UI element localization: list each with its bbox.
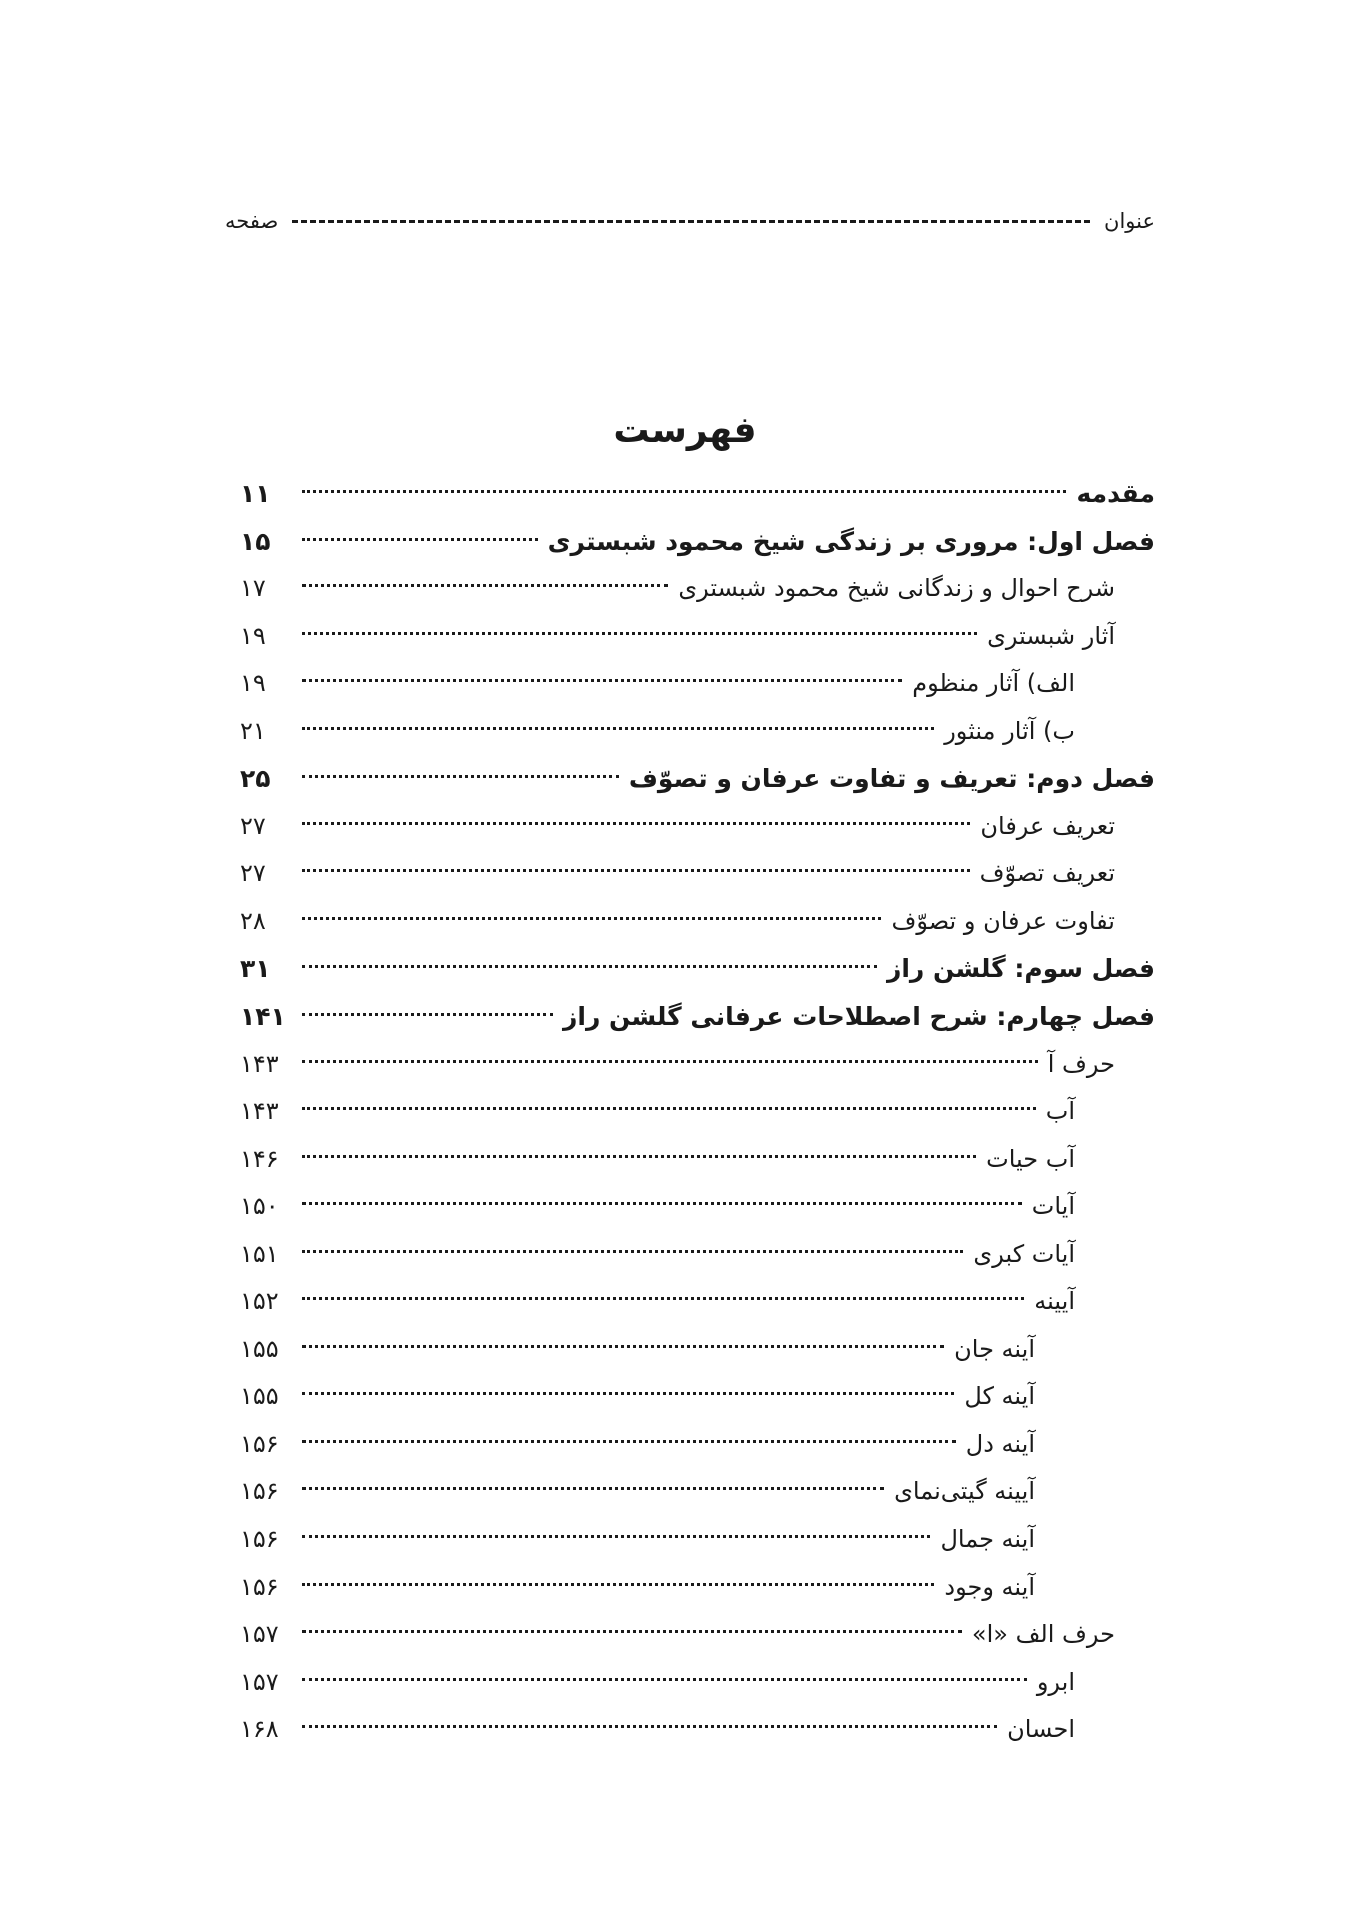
dot-leader xyxy=(302,822,970,825)
toc-entry-page-number: ۱۵۵ xyxy=(240,1382,279,1411)
toc-entry-page-number: ۱۵۲ xyxy=(240,1287,279,1316)
toc-entry xyxy=(240,1659,1155,1707)
toc-entry-title: آیینه گیتی‌نمای xyxy=(894,1477,1035,1506)
toc-entry xyxy=(240,1231,1155,1279)
toc-entry-page-number: ۱۹ xyxy=(240,669,266,698)
toc-entry-page-number: ۱۴۶ xyxy=(240,1144,279,1173)
toc-entry-page-number: ۱۵۶ xyxy=(240,1429,279,1458)
toc-entry xyxy=(240,1421,1155,1469)
toc-entry-title: آیات xyxy=(1031,1192,1075,1221)
dot-leader xyxy=(302,1060,1038,1063)
running-header xyxy=(225,204,1155,238)
toc-entry xyxy=(240,708,1155,756)
dot-leader xyxy=(302,1535,930,1538)
dot-leader xyxy=(302,1202,1022,1205)
toc-entry xyxy=(240,1516,1155,1564)
toc-entry-title: آینه وجود xyxy=(944,1572,1035,1601)
toc-entry-page-number: ۱۶۸ xyxy=(240,1715,279,1744)
toc-entry xyxy=(240,613,1155,661)
toc-entry xyxy=(240,850,1155,898)
dot-leader xyxy=(302,632,977,635)
toc-entry xyxy=(240,898,1155,946)
toc-entry-page-number: ۱۴۳ xyxy=(240,1097,279,1126)
toc-entry xyxy=(240,1041,1155,1089)
toc-entry-page-number: ۱۴۱ xyxy=(240,1002,286,1032)
toc-entry xyxy=(240,755,1155,803)
toc-entry xyxy=(240,470,1155,518)
toc-entry xyxy=(240,1373,1155,1421)
header-title-label: عنوان xyxy=(1104,209,1155,233)
dot-leader xyxy=(302,775,619,778)
toc-entry-page-number: ۱۵۷ xyxy=(240,1667,279,1696)
toc-entry xyxy=(240,1564,1155,1612)
dot-leader xyxy=(302,1487,884,1490)
dot-leader xyxy=(302,1392,954,1395)
toc-entry-title: فصل اول: مروری بر زندگی شیخ محمود شبستری xyxy=(547,526,1155,556)
toc-entry-page-number: ۱۵۵ xyxy=(240,1334,279,1363)
dot-leader xyxy=(302,869,970,872)
toc-entry-page-number: ۲۷ xyxy=(240,811,266,840)
toc-entry xyxy=(240,1088,1155,1136)
dot-leader xyxy=(302,1250,963,1253)
dot-leader xyxy=(302,538,538,541)
toc-entry-title: آینه کل xyxy=(964,1382,1035,1411)
dot-leader xyxy=(302,1630,962,1633)
dot-leader xyxy=(302,917,881,920)
toc-entry-title: تفاوت عرفان و تصوّف xyxy=(891,906,1115,935)
dot-leader xyxy=(302,679,902,682)
toc-entry-title: تعریف تصوّف xyxy=(979,859,1115,888)
toc-entry-title: فصل چهارم: شرح اصطلاحات عرفانی گلشن راز xyxy=(562,1002,1155,1032)
toc-entry-title: حرف آ xyxy=(1047,1049,1115,1078)
toc-entry-page-number: ۱۹ xyxy=(240,621,266,650)
dot-leader xyxy=(302,1155,976,1158)
dot-leader xyxy=(302,965,877,968)
toc-entry-title: آب حیات xyxy=(986,1144,1075,1173)
toc-entry xyxy=(240,1468,1155,1516)
toc-title: فهرست xyxy=(613,410,757,451)
toc-entry xyxy=(240,1183,1155,1231)
header-page-label: صفحه xyxy=(225,209,279,233)
dot-leader xyxy=(302,1440,956,1443)
toc-entry-page-number: ۳۱ xyxy=(240,954,271,984)
dot-leader xyxy=(302,1583,934,1586)
toc-entry-title: آینه جان xyxy=(954,1334,1035,1363)
toc-entry-page-number: ۱۵ xyxy=(240,526,271,556)
toc-entry xyxy=(240,660,1155,708)
dot-leader xyxy=(302,584,668,587)
dot-leader xyxy=(302,1725,997,1728)
toc-entry-title: ابرو xyxy=(1036,1667,1075,1696)
toc-entry-title: احسان xyxy=(1007,1715,1075,1744)
toc-entry-title: مقدمه xyxy=(1076,479,1155,508)
toc-entry-page-number: ۲۱ xyxy=(240,716,266,745)
toc-entry-title: شرح احوال و زندگانی شیخ محمود شبستری xyxy=(678,574,1115,603)
dot-leader xyxy=(302,1678,1027,1681)
toc-entry xyxy=(240,1611,1155,1659)
toc-entry-page-number: ۱۵۶ xyxy=(240,1572,279,1601)
toc-entry-page-number: ۱۵۶ xyxy=(240,1477,279,1506)
toc-entry-page-number: ۱۵۰ xyxy=(240,1192,279,1221)
toc-entry-title: آیینه xyxy=(1034,1287,1075,1316)
header-dash-line xyxy=(292,220,1090,223)
toc-entry xyxy=(240,1326,1155,1374)
toc-entry-title: آیات کبری xyxy=(973,1239,1075,1268)
toc-entry-page-number: ۱۵۱ xyxy=(240,1239,279,1268)
dot-leader xyxy=(302,1013,553,1016)
toc-entry-page-number: ۲۷ xyxy=(240,859,266,888)
toc-entry-page-number: ۲۸ xyxy=(240,906,266,935)
toc-entry-title: تعریف عرفان xyxy=(980,811,1115,840)
toc-entry xyxy=(240,1136,1155,1184)
toc-entry-page-number: ۱۷ xyxy=(240,574,266,603)
toc-entry-page-number: ۱۱ xyxy=(240,479,271,508)
dot-leader xyxy=(302,1297,1024,1300)
dot-leader xyxy=(302,490,1066,493)
toc-entry xyxy=(240,565,1155,613)
toc-entry-title: الف) آثار منظوم xyxy=(912,669,1075,698)
toc-entry xyxy=(240,1706,1155,1754)
dot-leader xyxy=(302,1345,944,1348)
toc-list xyxy=(240,470,1155,1754)
toc-entry-page-number: ۱۴۳ xyxy=(240,1049,279,1078)
toc-entry-title: آب xyxy=(1045,1097,1075,1126)
toc-entry-page-number: ۲۵ xyxy=(240,764,271,794)
toc-entry-title: حرف الف «ا» xyxy=(971,1620,1115,1649)
toc-entry-title: ب) آثار منثور xyxy=(944,716,1075,745)
dot-leader xyxy=(302,1107,1036,1110)
toc-entry-title: فصل دوم: تعریف و تفاوت عرفان و تصوّف xyxy=(628,764,1155,794)
toc-entry-title: فصل سوم: گلشن راز xyxy=(886,954,1155,984)
toc-entry xyxy=(240,803,1155,851)
toc-entry xyxy=(240,1278,1155,1326)
toc-entry xyxy=(240,518,1155,566)
toc-entry-page-number: ۱۵۷ xyxy=(240,1620,279,1649)
dot-leader xyxy=(302,727,934,730)
toc-entry-title: آینه جمال xyxy=(940,1525,1035,1554)
toc-entry xyxy=(240,993,1155,1041)
toc-entry-title: آینه دل xyxy=(965,1429,1035,1458)
toc-entry-page-number: ۱۵۶ xyxy=(240,1525,279,1554)
toc-entry-title: آثار شبستری xyxy=(987,621,1115,650)
toc-entry xyxy=(240,945,1155,993)
